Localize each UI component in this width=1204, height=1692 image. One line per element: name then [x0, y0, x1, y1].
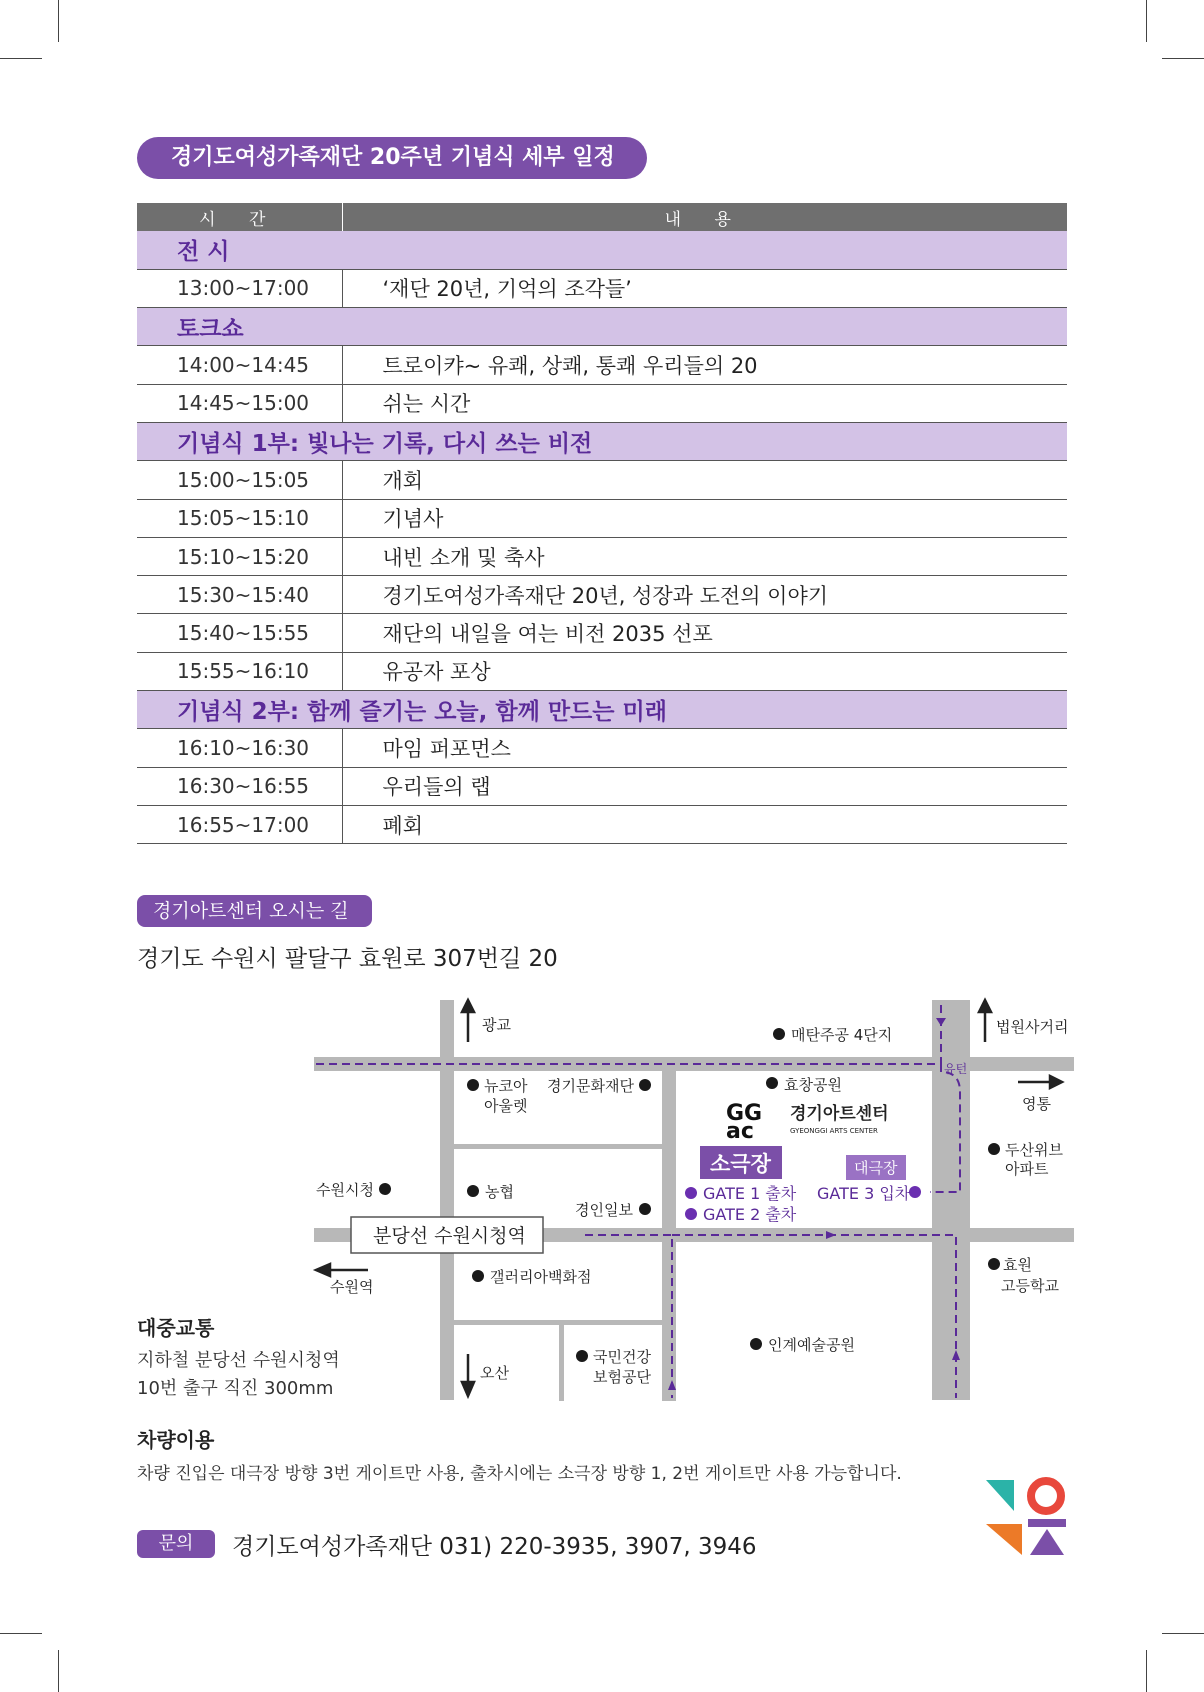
address: 경기도 수원시 팔달구 효원로 307번길 20	[137, 946, 558, 972]
content-cell: 경기도여성가족재단 20년, 성장과 도전의 이야기	[342, 576, 1067, 614]
time-cell: 14:00~14:45	[137, 346, 342, 384]
table-row	[137, 576, 1067, 614]
map-label: GATE 1 출차	[703, 1184, 797, 1203]
section-row	[137, 422, 1067, 460]
section-row	[137, 308, 1067, 346]
schedule-table	[137, 203, 1067, 844]
content-cell: ‘재단 20년, 기억의 조각들’	[342, 269, 1067, 307]
schedule-title: 경기도여성가족재단 20주년 기념식 세부 일정	[137, 137, 647, 179]
map-label: 법원사거리	[996, 1018, 1069, 1036]
transit-heading: 대중교통	[137, 1316, 215, 1340]
table-row	[137, 729, 1067, 767]
content-cell: 트로이캬~ 유쾌, 상쾌, 통쾌 우리들의 20	[342, 346, 1067, 384]
map-label: 수원시청	[316, 1181, 374, 1199]
map-label: 보험공단	[593, 1368, 651, 1386]
gate-marker	[685, 1187, 697, 1199]
table-row	[137, 499, 1067, 537]
table-row	[137, 614, 1067, 652]
map-label: 갤러리아백화점	[490, 1268, 592, 1286]
car-text: 차량 진입은 대극장 방향 3번 게이트만 사용, 출차시에는 소극장 방향 1, 2번 게이트만 사용 가능합니다.	[137, 1464, 902, 1484]
crop-mark	[58, 1650, 59, 1692]
time-cell: 15:05~15:10	[137, 499, 342, 537]
map-label: GYEONGGI ARTS CENTER	[790, 1127, 878, 1135]
map-marker	[467, 1185, 479, 1197]
time-cell: 15:30~15:40	[137, 576, 342, 614]
arrow-up-icon	[979, 1000, 991, 1012]
arrow-up-icon	[462, 1000, 474, 1012]
map-label: GATE 3 입차	[817, 1184, 911, 1203]
header-content: 내 용	[342, 203, 1067, 231]
map-label: GATE 2 출차	[703, 1205, 797, 1224]
map-label: 수원역	[330, 1278, 374, 1296]
map-marker	[379, 1183, 391, 1195]
map-label: 경기아트센터	[790, 1104, 889, 1124]
content-cell: 마임 퍼포먼스	[342, 729, 1067, 767]
directions-title: 경기아트센터 오시는 길	[137, 895, 372, 927]
time-cell: 15:10~15:20	[137, 537, 342, 575]
crop-mark	[0, 58, 42, 59]
logo-red-circle	[1031, 1481, 1061, 1511]
map-marker	[988, 1143, 1000, 1155]
map-label: 대극장	[854, 1159, 898, 1177]
road	[932, 1000, 970, 1400]
table-header-row	[137, 203, 1067, 231]
time-cell: 13:00~17:00	[137, 269, 342, 307]
map-label: 뉴코아	[484, 1077, 528, 1095]
map-marker	[467, 1079, 479, 1091]
crop-mark	[58, 0, 59, 42]
road	[440, 1000, 454, 1400]
time-cell: 16:55~17:00	[137, 805, 342, 843]
time-cell: 15:40~15:55	[137, 614, 342, 652]
header-time: 시 간	[137, 203, 342, 231]
section-label: 전 시	[137, 231, 1067, 269]
map-marker	[472, 1270, 484, 1282]
content-cell: 쉬는 시간	[342, 384, 1067, 422]
table-row	[137, 269, 1067, 307]
arrow-right-icon	[1050, 1076, 1062, 1088]
map-marker	[639, 1203, 651, 1215]
arts-center-logo: GG	[726, 1101, 763, 1126]
section-label: 기념식 2부: 함께 즐기는 오늘, 함께 만드는 미래	[137, 691, 1067, 729]
section-row	[137, 691, 1067, 729]
contact-text: 경기도여성가족재단 031) 220-3935, 3907, 3946	[232, 1534, 757, 1560]
logo-purple-bar	[1028, 1519, 1066, 1527]
content-cell: 개회	[342, 461, 1067, 499]
time-cell: 16:30~16:55	[137, 767, 342, 805]
time-cell: 14:45~15:00	[137, 384, 342, 422]
crop-mark	[1162, 58, 1204, 59]
map-label: 국민건강	[593, 1348, 651, 1366]
contact-tag: 문의	[137, 1530, 215, 1558]
map-label: 소극장	[710, 1152, 771, 1176]
arts-center-logo: ac	[726, 1119, 754, 1144]
content-cell: 기념사	[342, 499, 1067, 537]
road	[454, 1320, 662, 1325]
crop-mark	[0, 1633, 42, 1634]
map-marker	[773, 1028, 785, 1040]
crop-mark	[1162, 1633, 1204, 1634]
map-label: 고등학교	[1001, 1277, 1059, 1295]
section-label: 토크쇼	[137, 308, 1067, 346]
logo-orange-shape	[986, 1524, 1022, 1555]
map-label: 경기문화재단	[547, 1077, 634, 1095]
arrow-left-icon	[316, 1264, 330, 1276]
route-path	[672, 1235, 956, 1398]
content-cell: 유공자 포상	[342, 652, 1067, 690]
logo-teal-shape	[986, 1480, 1014, 1511]
map-label: 영통	[1022, 1095, 1051, 1113]
section-row	[137, 231, 1067, 269]
map-marker	[639, 1079, 651, 1091]
foundation-logo-icon	[986, 1477, 1068, 1555]
map-label: 유턴	[944, 1062, 968, 1076]
content-cell: 우리들의 랩	[342, 767, 1067, 805]
table-row	[137, 767, 1067, 805]
map-label: 효원	[1003, 1256, 1032, 1274]
road	[454, 1144, 662, 1149]
map-label: 오산	[480, 1364, 509, 1382]
map-label: 효창공원	[784, 1076, 842, 1094]
map-label: 농협	[485, 1183, 514, 1201]
time-cell: 16:10~16:30	[137, 729, 342, 767]
schedule-body	[137, 231, 1067, 844]
transit-line: 10번 출구 직진 300mm	[137, 1378, 334, 1399]
map-marker	[766, 1077, 778, 1089]
crop-mark	[1146, 1650, 1147, 1692]
arrow-down-icon	[462, 1382, 474, 1396]
transit-line: 지하철 분당선 수원시청역	[137, 1350, 340, 1371]
content-cell: 내빈 소개 및 축사	[342, 537, 1067, 575]
content-cell: 폐회	[342, 805, 1067, 843]
gate-marker	[685, 1208, 697, 1220]
map-label: 분당선 수원시청역	[373, 1225, 526, 1247]
map-label: 두산위브	[1005, 1141, 1063, 1159]
map-label: 인계예술공원	[768, 1336, 855, 1354]
crop-mark	[1146, 0, 1147, 42]
logo-purple-triangle	[1030, 1529, 1064, 1555]
time-cell: 15:55~16:10	[137, 652, 342, 690]
gate-marker	[909, 1186, 921, 1198]
table-row	[137, 805, 1067, 843]
map-label: 광교	[482, 1016, 511, 1034]
table-row	[137, 346, 1067, 384]
map-label: 아울렛	[484, 1097, 528, 1115]
map-label: 매탄주공 4단지	[791, 1026, 893, 1044]
section-label: 기념식 1부: 빛나는 기록, 다시 쓰는 비전	[137, 422, 1067, 460]
table-row	[137, 537, 1067, 575]
content-cell: 재단의 내일을 여는 비전 2035 선포	[342, 614, 1067, 652]
map-marker	[576, 1350, 588, 1362]
table-row	[137, 384, 1067, 422]
map-marker	[750, 1338, 762, 1350]
time-cell: 15:00~15:05	[137, 461, 342, 499]
table-row	[137, 461, 1067, 499]
map-label: 아파트	[1005, 1160, 1049, 1178]
map-marker	[988, 1258, 1000, 1270]
car-heading: 차량이용	[137, 1428, 215, 1452]
table-row	[137, 652, 1067, 690]
map-label: 경인일보	[575, 1201, 633, 1219]
road	[559, 1325, 564, 1401]
